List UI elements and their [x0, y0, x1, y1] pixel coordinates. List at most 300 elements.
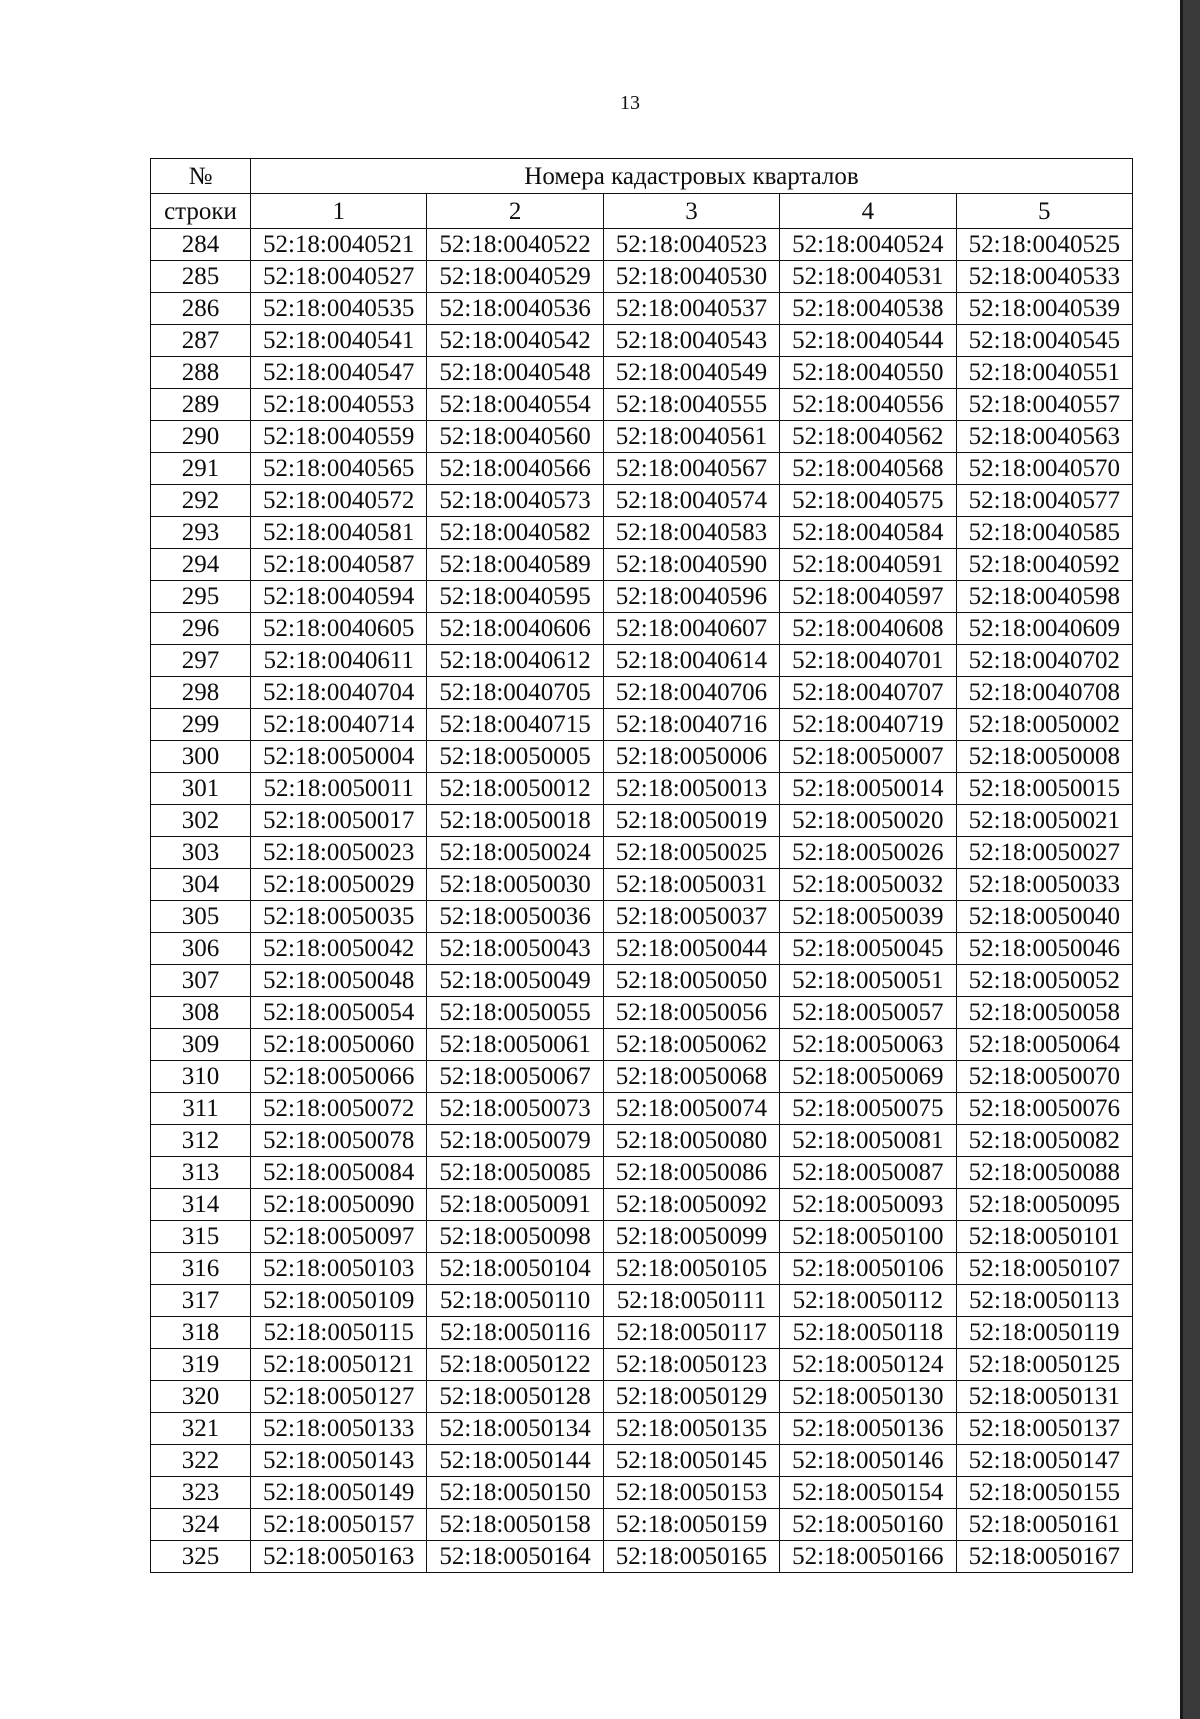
cadastral-number-cell: 52:18:0050019 [603, 805, 779, 837]
table-row [151, 1125, 1133, 1157]
cadastral-number-cell: 52:18:0050031 [603, 869, 779, 901]
header-column-1: 1 [251, 194, 427, 229]
table-row [151, 1285, 1133, 1317]
cadastral-number-cell: 52:18:0040523 [603, 229, 779, 261]
cadastral-number-cell: 52:18:0040524 [780, 229, 956, 261]
cadastral-number-cell: 52:18:0040562 [780, 421, 956, 453]
cadastral-number-cell: 52:18:0050118 [780, 1317, 956, 1349]
table-row [151, 1157, 1133, 1189]
cadastral-number-cell: 52:18:0050164 [427, 1541, 603, 1573]
row-number-cell: 306 [151, 933, 251, 965]
cadastral-number-cell: 52:18:0040605 [251, 613, 427, 645]
cadastral-number-cell: 52:18:0040549 [603, 357, 779, 389]
cadastral-number-cell: 52:18:0050054 [251, 997, 427, 1029]
cadastral-number-cell: 52:18:0050063 [780, 1029, 956, 1061]
row-number-cell: 312 [151, 1125, 251, 1157]
cadastral-number-cell: 52:18:0050155 [956, 1477, 1132, 1509]
cadastral-number-cell: 52:18:0050130 [780, 1381, 956, 1413]
row-number-cell: 310 [151, 1061, 251, 1093]
cadastral-number-cell: 52:18:0040521 [251, 229, 427, 261]
cadastral-number-cell: 52:18:0050015 [956, 773, 1132, 805]
cadastral-number-cell: 52:18:0050050 [603, 965, 779, 997]
cadastral-number-cell: 52:18:0050039 [780, 901, 956, 933]
cadastral-number-cell: 52:18:0040598 [956, 581, 1132, 613]
table-row [151, 421, 1133, 453]
cadastral-number-cell: 52:18:0050137 [956, 1413, 1132, 1445]
cadastral-number-cell: 52:18:0040572 [251, 485, 427, 517]
row-number-cell: 295 [151, 581, 251, 613]
cadastral-number-cell: 52:18:0050103 [251, 1253, 427, 1285]
cadastral-number-cell: 52:18:0050078 [251, 1125, 427, 1157]
cadastral-number-cell: 52:18:0040608 [780, 613, 956, 645]
header-row-number-label: строки [151, 194, 251, 229]
table-row [151, 709, 1133, 741]
table-row [151, 485, 1133, 517]
cadastral-number-cell: 52:18:0050043 [427, 933, 603, 965]
cadastral-number-cell: 52:18:0050099 [603, 1221, 779, 1253]
cadastral-number-cell: 52:18:0040592 [956, 549, 1132, 581]
cadastral-number-cell: 52:18:0050076 [956, 1093, 1132, 1125]
cadastral-number-cell: 52:18:0050084 [251, 1157, 427, 1189]
cadastral-number-cell: 52:18:0040550 [780, 357, 956, 389]
cadastral-number-cell: 52:18:0050133 [251, 1413, 427, 1445]
cadastral-number-cell: 52:18:0040568 [780, 453, 956, 485]
table-row [151, 1253, 1133, 1285]
cadastral-number-cell: 52:18:0040544 [780, 325, 956, 357]
cadastral-number-cell: 52:18:0040566 [427, 453, 603, 485]
cadastral-number-cell: 52:18:0050145 [603, 1445, 779, 1477]
cadastral-number-cell: 52:18:0040531 [780, 261, 956, 293]
cadastral-number-cell: 52:18:0050104 [427, 1253, 603, 1285]
cadastral-number-cell: 52:18:0050121 [251, 1349, 427, 1381]
cadastral-number-cell: 52:18:0050107 [956, 1253, 1132, 1285]
cadastral-number-cell: 52:18:0050113 [956, 1285, 1132, 1317]
cadastral-number-cell: 52:18:0040715 [427, 709, 603, 741]
cadastral-number-cell: 52:18:0040525 [956, 229, 1132, 261]
cadastral-number-cell: 52:18:0050049 [427, 965, 603, 997]
row-number-cell: 297 [151, 645, 251, 677]
cadastral-number-cell: 52:18:0050112 [780, 1285, 956, 1317]
cadastral-number-cell: 52:18:0050069 [780, 1061, 956, 1093]
cadastral-number-cell: 52:18:0040542 [427, 325, 603, 357]
table-row [151, 837, 1133, 869]
cadastral-number-cell: 52:18:0050134 [427, 1413, 603, 1445]
row-number-cell: 314 [151, 1189, 251, 1221]
table-row [151, 517, 1133, 549]
header-column-3: 3 [603, 194, 779, 229]
row-number-cell: 307 [151, 965, 251, 997]
row-number-cell: 293 [151, 517, 251, 549]
row-number-cell: 290 [151, 421, 251, 453]
table-row [151, 997, 1133, 1029]
cadastral-number-cell: 52:18:0040537 [603, 293, 779, 325]
cadastral-number-cell: 52:18:0050081 [780, 1125, 956, 1157]
cadastral-number-cell: 52:18:0050074 [603, 1093, 779, 1125]
row-number-cell: 309 [151, 1029, 251, 1061]
cadastral-number-cell: 52:18:0050079 [427, 1125, 603, 1157]
table-row [151, 1093, 1133, 1125]
table-row [151, 261, 1133, 293]
row-number-cell: 320 [151, 1381, 251, 1413]
cadastral-number-cell: 52:18:0050144 [427, 1445, 603, 1477]
cadastral-number-cell: 52:18:0050005 [427, 741, 603, 773]
cadastral-number-cell: 52:18:0040530 [603, 261, 779, 293]
row-number-cell: 299 [151, 709, 251, 741]
cadastral-number-cell: 52:18:0050025 [603, 837, 779, 869]
cadastral-number-cell: 52:18:0040606 [427, 613, 603, 645]
cadastral-number-cell: 52:18:0040556 [780, 389, 956, 421]
cadastral-number-cell: 52:18:0040705 [427, 677, 603, 709]
cadastral-number-cell: 52:18:0040707 [780, 677, 956, 709]
table-row [151, 1221, 1133, 1253]
cadastral-number-cell: 52:18:0050048 [251, 965, 427, 997]
cadastral-number-cell: 52:18:0050024 [427, 837, 603, 869]
cadastral-number-cell: 52:18:0040591 [780, 549, 956, 581]
cadastral-number-cell: 52:18:0050111 [603, 1285, 779, 1317]
row-number-cell: 286 [151, 293, 251, 325]
cadastral-number-cell: 52:18:0050160 [780, 1509, 956, 1541]
cadastral-number-cell: 52:18:0050127 [251, 1381, 427, 1413]
cadastral-number-cell: 52:18:0050045 [780, 933, 956, 965]
cadastral-number-cell: 52:18:0050061 [427, 1029, 603, 1061]
cadastral-number-cell: 52:18:0050037 [603, 901, 779, 933]
cadastral-number-cell: 52:18:0050040 [956, 901, 1132, 933]
cadastral-number-cell: 52:18:0050143 [251, 1445, 427, 1477]
row-number-cell: 294 [151, 549, 251, 581]
cadastral-number-cell: 52:18:0040541 [251, 325, 427, 357]
row-number-cell: 284 [151, 229, 251, 261]
table-row [151, 229, 1133, 261]
row-number-cell: 302 [151, 805, 251, 837]
cadastral-number-cell: 52:18:0040522 [427, 229, 603, 261]
row-number-cell: 303 [151, 837, 251, 869]
cadastral-number-cell: 52:18:0050101 [956, 1221, 1132, 1253]
cadastral-number-cell: 52:18:0040554 [427, 389, 603, 421]
cadastral-number-cell: 52:18:0050128 [427, 1381, 603, 1413]
cadastral-number-cell: 52:18:0040719 [780, 709, 956, 741]
cadastral-number-cell: 52:18:0050098 [427, 1221, 603, 1253]
cadastral-number-cell: 52:18:0050032 [780, 869, 956, 901]
cadastral-number-cell: 52:18:0040551 [956, 357, 1132, 389]
cadastral-number-cell: 52:18:0050167 [956, 1541, 1132, 1573]
cadastral-number-cell: 52:18:0050091 [427, 1189, 603, 1221]
cadastral-number-cell: 52:18:0050124 [780, 1349, 956, 1381]
row-number-cell: 292 [151, 485, 251, 517]
cadastral-number-cell: 52:18:0050042 [251, 933, 427, 965]
table-row [151, 549, 1133, 581]
row-number-cell: 301 [151, 773, 251, 805]
cadastral-number-cell: 52:18:0050159 [603, 1509, 779, 1541]
cadastral-number-cell: 52:18:0050052 [956, 965, 1132, 997]
row-number-cell: 325 [151, 1541, 251, 1573]
table-row [151, 1541, 1133, 1573]
cadastral-number-cell: 52:18:0050046 [956, 933, 1132, 965]
cadastral-number-cell: 52:18:0050057 [780, 997, 956, 1029]
table-row [151, 965, 1133, 997]
row-number-cell: 322 [151, 1445, 251, 1477]
cadastral-number-cell: 52:18:0040611 [251, 645, 427, 677]
cadastral-number-cell: 52:18:0040708 [956, 677, 1132, 709]
cadastral-number-cell: 52:18:0050085 [427, 1157, 603, 1189]
row-number-cell: 324 [151, 1509, 251, 1541]
table-row [151, 613, 1133, 645]
table-row [151, 293, 1133, 325]
cadastral-number-cell: 52:18:0050095 [956, 1189, 1132, 1221]
cadastral-quarters-table [150, 158, 1133, 1573]
cadastral-number-cell: 52:18:0040714 [251, 709, 427, 741]
table-row [151, 677, 1133, 709]
row-number-cell: 323 [151, 1477, 251, 1509]
cadastral-number-cell: 52:18:0050004 [251, 741, 427, 773]
cadastral-number-cell: 52:18:0050060 [251, 1029, 427, 1061]
cadastral-number-cell: 52:18:0050033 [956, 869, 1132, 901]
cadastral-number-cell: 52:18:0050073 [427, 1093, 603, 1125]
cadastral-number-cell: 52:18:0040595 [427, 581, 603, 613]
cadastral-number-cell: 52:18:0050105 [603, 1253, 779, 1285]
cadastral-number-cell: 52:18:0050131 [956, 1381, 1132, 1413]
cadastral-number-cell: 52:18:0040585 [956, 517, 1132, 549]
cadastral-number-cell: 52:18:0050153 [603, 1477, 779, 1509]
cadastral-number-cell: 52:18:0040704 [251, 677, 427, 709]
cadastral-number-cell: 52:18:0050020 [780, 805, 956, 837]
cadastral-number-cell: 52:18:0040527 [251, 261, 427, 293]
cadastral-number-cell: 52:18:0050055 [427, 997, 603, 1029]
cadastral-number-cell: 52:18:0040706 [603, 677, 779, 709]
header-row-number-sign: № [151, 159, 251, 194]
cadastral-number-cell: 52:18:0040573 [427, 485, 603, 517]
cadastral-number-cell: 52:18:0050163 [251, 1541, 427, 1573]
cadastral-number-cell: 52:18:0050109 [251, 1285, 427, 1317]
table-row [151, 773, 1133, 805]
cadastral-number-cell: 52:18:0050119 [956, 1317, 1132, 1349]
cadastral-number-cell: 52:18:0050158 [427, 1509, 603, 1541]
cadastral-number-cell: 52:18:0050149 [251, 1477, 427, 1509]
cadastral-number-cell: 52:18:0050116 [427, 1317, 603, 1349]
header-group-title: Номера кадастровых кварталов [251, 159, 1133, 194]
table-body [151, 229, 1133, 1573]
cadastral-number-cell: 52:18:0040529 [427, 261, 603, 293]
table-row [151, 357, 1133, 389]
table-row [151, 741, 1133, 773]
table-row [151, 933, 1133, 965]
cadastral-number-cell: 52:18:0040701 [780, 645, 956, 677]
cadastral-number-cell: 52:18:0050086 [603, 1157, 779, 1189]
cadastral-number-cell: 52:18:0040543 [603, 325, 779, 357]
row-number-cell: 319 [151, 1349, 251, 1381]
cadastral-number-cell: 52:18:0050036 [427, 901, 603, 933]
cadastral-number-cell: 52:18:0050146 [780, 1445, 956, 1477]
cadastral-number-cell: 52:18:0050017 [251, 805, 427, 837]
cadastral-number-cell: 52:18:0040553 [251, 389, 427, 421]
cadastral-number-cell: 52:18:0040596 [603, 581, 779, 613]
cadastral-number-cell: 52:18:0050056 [603, 997, 779, 1029]
cadastral-number-cell: 52:18:0050002 [956, 709, 1132, 741]
table-row [151, 645, 1133, 677]
cadastral-number-cell: 52:18:0040539 [956, 293, 1132, 325]
cadastral-number-cell: 52:18:0050021 [956, 805, 1132, 837]
cadastral-number-cell: 52:18:0040584 [780, 517, 956, 549]
table-row [151, 1029, 1133, 1061]
cadastral-number-cell: 52:18:0040567 [603, 453, 779, 485]
cadastral-number-cell: 52:18:0040583 [603, 517, 779, 549]
cadastral-number-cell: 52:18:0050115 [251, 1317, 427, 1349]
cadastral-number-cell: 52:18:0040614 [603, 645, 779, 677]
row-number-cell: 321 [151, 1413, 251, 1445]
cadastral-number-cell: 52:18:0050051 [780, 965, 956, 997]
row-number-cell: 298 [151, 677, 251, 709]
cadastral-number-cell: 52:18:0050122 [427, 1349, 603, 1381]
header-column-4: 4 [780, 194, 956, 229]
row-number-cell: 317 [151, 1285, 251, 1317]
row-number-cell: 305 [151, 901, 251, 933]
cadastral-number-cell: 52:18:0050092 [603, 1189, 779, 1221]
cadastral-number-cell: 52:18:0040565 [251, 453, 427, 485]
row-number-cell: 289 [151, 389, 251, 421]
cadastral-number-cell: 52:18:0050087 [780, 1157, 956, 1189]
cadastral-number-cell: 52:18:0050136 [780, 1413, 956, 1445]
cadastral-number-cell: 52:18:0050106 [780, 1253, 956, 1285]
row-number-cell: 288 [151, 357, 251, 389]
cadastral-number-cell: 52:18:0050013 [603, 773, 779, 805]
row-number-cell: 318 [151, 1317, 251, 1349]
cadastral-number-cell: 52:18:0040587 [251, 549, 427, 581]
cadastral-number-cell: 52:18:0040557 [956, 389, 1132, 421]
cadastral-number-cell: 52:18:0050123 [603, 1349, 779, 1381]
cadastral-number-cell: 52:18:0050075 [780, 1093, 956, 1125]
cadastral-number-cell: 52:18:0040612 [427, 645, 603, 677]
cadastral-number-cell: 52:18:0040589 [427, 549, 603, 581]
cadastral-number-cell: 52:18:0040536 [427, 293, 603, 325]
cadastral-number-cell: 52:18:0050080 [603, 1125, 779, 1157]
cadastral-number-cell: 52:18:0050070 [956, 1061, 1132, 1093]
cadastral-number-cell: 52:18:0040594 [251, 581, 427, 613]
cadastral-number-cell: 52:18:0050023 [251, 837, 427, 869]
cadastral-number-cell: 52:18:0050062 [603, 1029, 779, 1061]
table-row [151, 1061, 1133, 1093]
cadastral-number-cell: 52:18:0050011 [251, 773, 427, 805]
cadastral-number-cell: 52:18:0050066 [251, 1061, 427, 1093]
table-row [151, 1477, 1133, 1509]
cadastral-number-cell: 52:18:0040597 [780, 581, 956, 613]
page-number: 13 [620, 92, 640, 114]
cadastral-number-cell: 52:18:0040575 [780, 485, 956, 517]
cadastral-number-cell: 52:18:0050125 [956, 1349, 1132, 1381]
cadastral-number-cell: 52:18:0050135 [603, 1413, 779, 1445]
cadastral-number-cell: 52:18:0040574 [603, 485, 779, 517]
cadastral-number-cell: 52:18:0050018 [427, 805, 603, 837]
cadastral-number-cell: 52:18:0050026 [780, 837, 956, 869]
cadastral-number-cell: 52:18:0050029 [251, 869, 427, 901]
cadastral-number-cell: 52:18:0040582 [427, 517, 603, 549]
cadastral-number-cell: 52:18:0040607 [603, 613, 779, 645]
cadastral-number-cell: 52:18:0050110 [427, 1285, 603, 1317]
cadastral-number-cell: 52:18:0050090 [251, 1189, 427, 1221]
table-row [151, 389, 1133, 421]
cadastral-number-cell: 52:18:0050093 [780, 1189, 956, 1221]
cadastral-number-cell: 52:18:0050082 [956, 1125, 1132, 1157]
cadastral-number-cell: 52:18:0040538 [780, 293, 956, 325]
table-row [151, 1509, 1133, 1541]
cadastral-number-cell: 52:18:0050027 [956, 837, 1132, 869]
cadastral-number-cell: 52:18:0040590 [603, 549, 779, 581]
row-number-cell: 311 [151, 1093, 251, 1125]
cadastral-number-cell: 52:18:0050161 [956, 1509, 1132, 1541]
row-number-cell: 304 [151, 869, 251, 901]
header-column-2: 2 [427, 194, 603, 229]
table-row [151, 1381, 1133, 1413]
cadastral-number-cell: 52:18:0050165 [603, 1541, 779, 1573]
table-row [151, 581, 1133, 613]
cadastral-number-cell: 52:18:0040561 [603, 421, 779, 453]
cadastral-number-cell: 52:18:0050014 [780, 773, 956, 805]
row-number-cell: 291 [151, 453, 251, 485]
cadastral-number-cell: 52:18:0050064 [956, 1029, 1132, 1061]
cadastral-number-cell: 52:18:0050117 [603, 1317, 779, 1349]
cadastral-number-cell: 52:18:0050129 [603, 1381, 779, 1413]
cadastral-number-cell: 52:18:0040609 [956, 613, 1132, 645]
row-number-cell: 296 [151, 613, 251, 645]
cadastral-number-cell: 52:18:0040563 [956, 421, 1132, 453]
cadastral-number-cell: 52:18:0050030 [427, 869, 603, 901]
header-column-5: 5 [956, 194, 1132, 229]
cadastral-number-cell: 52:18:0040548 [427, 357, 603, 389]
row-number-cell: 300 [151, 741, 251, 773]
row-number-cell: 315 [151, 1221, 251, 1253]
cadastral-number-cell: 52:18:0040535 [251, 293, 427, 325]
cadastral-number-cell: 52:18:0040581 [251, 517, 427, 549]
cadastral-number-cell: 52:18:0050150 [427, 1477, 603, 1509]
cadastral-number-cell: 52:18:0040559 [251, 421, 427, 453]
cadastral-number-cell: 52:18:0050154 [780, 1477, 956, 1509]
cadastral-number-cell: 52:18:0040702 [956, 645, 1132, 677]
cadastral-number-cell: 52:18:0050097 [251, 1221, 427, 1253]
cadastral-number-cell: 52:18:0050067 [427, 1061, 603, 1093]
table-row [151, 1317, 1133, 1349]
cadastral-number-cell: 52:18:0040555 [603, 389, 779, 421]
cadastral-number-cell: 52:18:0050088 [956, 1157, 1132, 1189]
table-row [151, 325, 1133, 357]
table-row [151, 869, 1133, 901]
cadastral-number-cell: 52:18:0040547 [251, 357, 427, 389]
cadastral-number-cell: 52:18:0050166 [780, 1541, 956, 1573]
table-row [151, 1413, 1133, 1445]
cadastral-number-cell: 52:18:0050044 [603, 933, 779, 965]
cadastral-number-cell: 52:18:0040577 [956, 485, 1132, 517]
table-row [151, 805, 1133, 837]
cadastral-number-cell: 52:18:0050100 [780, 1221, 956, 1253]
cadastral-number-cell: 52:18:0050157 [251, 1509, 427, 1541]
table-row [151, 1189, 1133, 1221]
cadastral-number-cell: 52:18:0050068 [603, 1061, 779, 1093]
cadastral-number-cell: 52:18:0050072 [251, 1093, 427, 1125]
row-number-cell: 285 [151, 261, 251, 293]
cadastral-number-cell: 52:18:0050058 [956, 997, 1132, 1029]
cadastral-number-cell: 52:18:0050012 [427, 773, 603, 805]
table-row [151, 1349, 1133, 1381]
cadastral-number-cell: 52:18:0040560 [427, 421, 603, 453]
cadastral-number-cell: 52:18:0050007 [780, 741, 956, 773]
table-row [151, 453, 1133, 485]
cadastral-number-cell: 52:18:0050147 [956, 1445, 1132, 1477]
table-row [151, 901, 1133, 933]
cadastral-number-cell: 52:18:0040570 [956, 453, 1132, 485]
cadastral-number-cell: 52:18:0040716 [603, 709, 779, 741]
row-number-cell: 308 [151, 997, 251, 1029]
cadastral-number-cell: 52:18:0040533 [956, 261, 1132, 293]
cadastral-number-cell: 52:18:0040545 [956, 325, 1132, 357]
row-number-cell: 313 [151, 1157, 251, 1189]
cadastral-number-cell: 52:18:0050035 [251, 901, 427, 933]
